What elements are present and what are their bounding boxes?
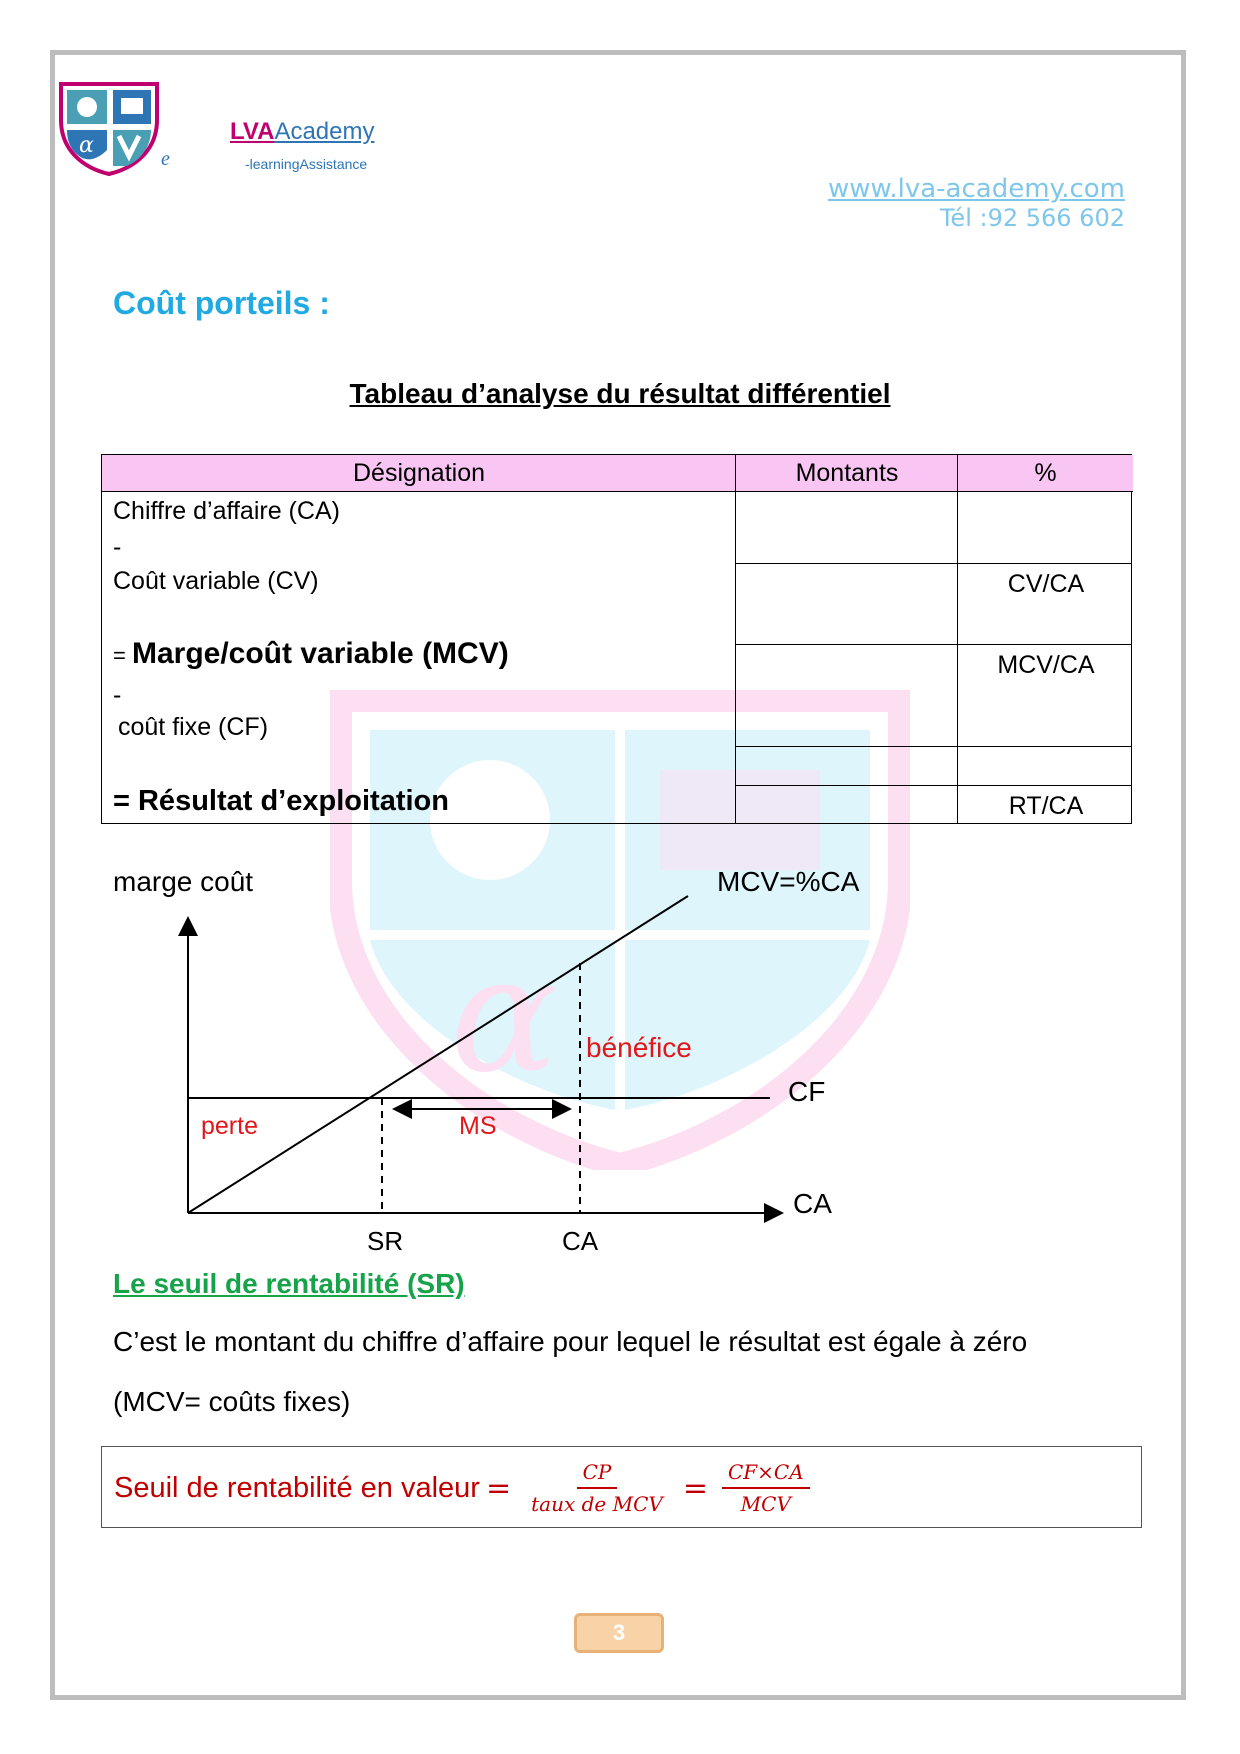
pct-cv: CV/CA — [1007, 570, 1085, 598]
section-title: Coût porteils : — [113, 285, 330, 321]
minus-sign: - — [113, 681, 122, 709]
brand-name — [230, 118, 374, 146]
row-mcv-label — [113, 637, 509, 671]
header-percent: % — [958, 455, 1133, 492]
mcv-line-label: MCV=%CA — [717, 866, 860, 897]
column-divider — [735, 455, 736, 823]
loss-label: perte — [201, 1112, 258, 1140]
phone-number: Tél :92 566 602 — [939, 204, 1125, 232]
analysis-table — [101, 454, 1132, 824]
row-divider — [736, 785, 1131, 786]
row-result-label: = Résultat d’exploitation — [113, 785, 449, 817]
benefit-label: bénéfice — [586, 1032, 692, 1063]
ms-label: MS — [459, 1112, 497, 1140]
y-axis-label: marge coût — [113, 866, 254, 897]
fraction-1-denominator: taux de MCV — [531, 1492, 663, 1516]
brand-e-mark: e — [161, 148, 170, 170]
row-cv-label: Coût variable (CV) — [113, 567, 319, 595]
sr-tick-label: SR — [367, 1226, 404, 1256]
fraction-2-numerator: CF×CA — [722, 1460, 810, 1489]
cf-label: CF — [788, 1076, 826, 1107]
header-montants: Montants — [736, 455, 958, 492]
svg-text:α: α — [79, 133, 94, 158]
mcv-text: Marge/coût variable (MCV) — [131, 637, 509, 670]
fraction-2 — [722, 1460, 810, 1516]
table-title-text: Tableau d’analyse du résultat différentiel — [349, 378, 891, 409]
website-link[interactable]: www.lva-academy.com — [827, 174, 1125, 204]
table-title — [0, 378, 1240, 410]
formula-label: Seuil de rentabilité en valeur — [114, 1471, 480, 1504]
sr-section-title: Le seuil de rentabilité (SR) — [113, 1268, 465, 1299]
brand-academy: Academy — [274, 118, 375, 145]
sr-formula — [114, 1447, 818, 1529]
minus-sign: - — [113, 533, 122, 561]
column-divider — [957, 455, 958, 823]
fraction-2-denominator: MCV — [740, 1492, 791, 1516]
svg-text:α: α — [450, 921, 559, 1108]
lva-logo — [57, 80, 167, 176]
fraction-1-numerator: CP — [577, 1460, 618, 1489]
row-divider — [736, 563, 1131, 564]
ca-tick-label: CA — [562, 1226, 599, 1256]
row-divider — [736, 644, 1131, 645]
pct-rt: RT/CA — [1008, 792, 1084, 820]
break-even-chart — [0, 860, 1240, 1260]
sr-definition: C’est le montant du chiffre d’affaire pour lequel le résultat est égale à zéro — [113, 1326, 1028, 1357]
x-axis-label: CA — [793, 1188, 832, 1219]
row-divider — [736, 746, 1131, 747]
sr-condition: (MCV= coûts fixes) — [113, 1386, 351, 1417]
formula-box — [101, 1446, 1142, 1528]
brand-subtitle: -learningAssistance — [245, 156, 368, 172]
pct-mcv: MCV/CA — [997, 651, 1095, 679]
header-designation: Désignation — [102, 455, 736, 492]
brand-lva: LVA — [230, 118, 275, 145]
mcv-prefix: = — [113, 643, 132, 668]
equals-sign: = — [682, 1470, 708, 1506]
page-number: 3 — [574, 1613, 664, 1653]
row-cf-label: coût fixe (CF) — [118, 713, 269, 741]
fraction-1 — [525, 1460, 669, 1516]
equals-sign: = — [485, 1470, 512, 1506]
row-ca-label: Chiffre d’affaire (CA) — [113, 497, 340, 525]
